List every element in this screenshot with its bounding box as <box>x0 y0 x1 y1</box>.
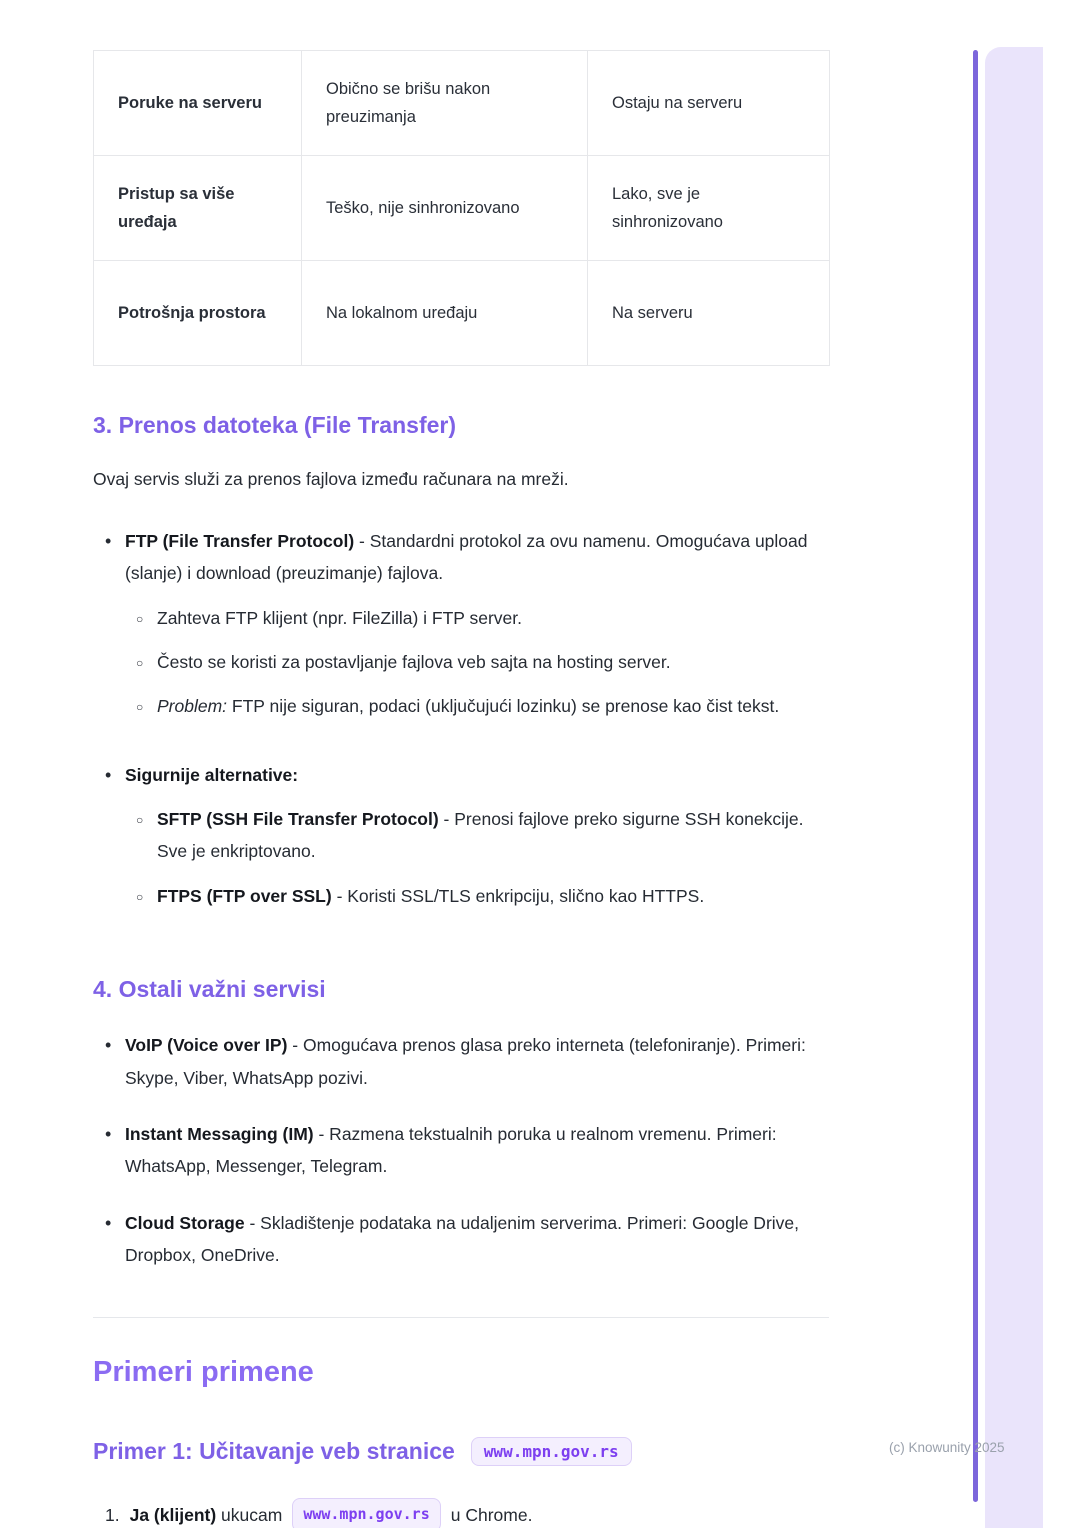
bullet-icon <box>105 525 125 735</box>
next-page-preview <box>985 47 1043 1528</box>
circle-bullet-icon <box>136 803 157 868</box>
row-label: Poruke na serveru <box>94 51 302 156</box>
list-item-im <box>93 1118 829 1183</box>
item-description: - Skladištenje podataka na udaljenim serverima. Primeri: Google Drive, Dropbox, OneDrive. <box>125 1212 800 1265</box>
row-label: Potrošnja prostora <box>94 261 302 366</box>
bullet-list <box>93 1029 829 1271</box>
sub-item-text: Često se koristi za postavljanje fajlova veb sajta na hosting server. <box>157 651 671 672</box>
table-cell: Na lokalnom uređaju <box>302 261 588 366</box>
step-text: ukucam <box>216 1505 283 1526</box>
item-term: Cloud Storage <box>125 1212 245 1233</box>
item-term: Sigurnije alternative: <box>125 764 299 785</box>
circle-bullet-icon <box>136 880 157 912</box>
sub-item-text: - Prenosi fajlove preko sigurne SSH konekcije. Sve je enkriptovano. <box>157 809 804 862</box>
sub-item-text: Zahteva FTP klijent (npr. FileZilla) i FTP server. <box>157 607 523 628</box>
table-cell: Lako, sve je sinhronizovano <box>588 156 830 261</box>
copyright-text: (c) Knowunity 2025 <box>889 1440 1005 1455</box>
page-edge-bar <box>973 50 978 1502</box>
sub-list-item <box>125 803 829 868</box>
list-item-cloud-storage <box>93 1207 829 1272</box>
bullet-icon <box>105 759 125 925</box>
table-cell: Obično se brišu nakon preuzimanja <box>302 51 588 156</box>
bullet-icon <box>105 1207 125 1272</box>
item-term: FTP (File Transfer Protocol) <box>125 530 355 551</box>
sub-item-term: FTPS (FTP over SSL) <box>157 885 332 906</box>
list-item-voip <box>93 1029 829 1094</box>
list-item-text <box>125 525 829 735</box>
sub-list <box>125 602 829 723</box>
examples-title: Primeri primene <box>93 1356 314 1389</box>
sub-list <box>125 803 829 912</box>
table-cell: Na serveru <box>588 261 830 366</box>
sub-item-emphasis: Problem: <box>157 696 228 717</box>
primer1-title-text: Primer 1: Učitavanje veb stranice <box>93 1438 455 1465</box>
comparison-table <box>93 50 830 366</box>
table-row <box>94 261 830 366</box>
item-term: Instant Messaging (IM) <box>125 1123 314 1144</box>
table-row <box>94 51 830 156</box>
sub-list-item <box>125 690 829 722</box>
step-text: u Chrome. <box>450 1505 533 1526</box>
section-intro: Ovaj servis služi za prenos fajlova između računara na mreži. <box>93 469 569 489</box>
table-row <box>94 156 830 261</box>
primer1-title <box>93 1437 829 1466</box>
list-item-alternatives <box>93 759 829 925</box>
document-content <box>93 50 829 1528</box>
inline-code-badge: www.mpn.gov.rs <box>292 1498 440 1528</box>
bullet-icon <box>105 1029 125 1094</box>
circle-bullet-icon <box>136 646 157 678</box>
table-cell: Ostaju na serveru <box>588 51 830 156</box>
step-term: Ja (klijent) <box>129 1505 217 1526</box>
bullet-icon <box>105 1118 125 1183</box>
sub-item-text: FTP nije siguran, podaci (uključujući lozinku) se prenose kao čist tekst. <box>227 696 780 717</box>
section-title-other-services: 4. Ostali važni servisi <box>93 976 326 1003</box>
circle-bullet-icon <box>136 602 157 634</box>
list-item-text <box>125 759 829 925</box>
sub-item-term: SFTP (SSH File Transfer Protocol) <box>157 809 439 829</box>
sub-item-text: - Koristi SSL/TLS enkripciju, slično kao HTTPS. <box>331 885 705 906</box>
item-term: VoIP (Voice over IP) <box>125 1035 288 1056</box>
inline-code-badge: www.mpn.gov.rs <box>471 1437 632 1466</box>
sub-list-item <box>125 880 829 912</box>
row-label: Pristup sa više uređaja <box>94 156 302 261</box>
table-cell: Teško, nije sinhronizovano <box>302 156 588 261</box>
item-description: - Razmena tekstualnih poruka u realnom vremenu. Primeri: WhatsApp, Messenger, Telegram. <box>125 1123 777 1177</box>
step-number: 1. <box>105 1505 120 1526</box>
section-divider <box>93 1317 829 1318</box>
item-description: - Omogućava prenos glasa preko interneta (telefoniranje). Primeri: Skype, Viber, WhatsApp pozivi. <box>125 1035 806 1088</box>
step-item <box>105 1498 829 1528</box>
sub-list-item <box>125 646 829 678</box>
item-description: - Standardni protokol za ovu namenu. Omogućava upload (slanje) i download (preuzimanje) fajlova. <box>125 530 808 584</box>
bullet-list <box>93 525 829 924</box>
sub-list-item <box>125 602 829 634</box>
circle-bullet-icon <box>136 690 157 722</box>
section-title-file-transfer: 3. Prenos datoteka (File Transfer) <box>93 412 457 438</box>
list-item-ftp <box>93 525 829 735</box>
